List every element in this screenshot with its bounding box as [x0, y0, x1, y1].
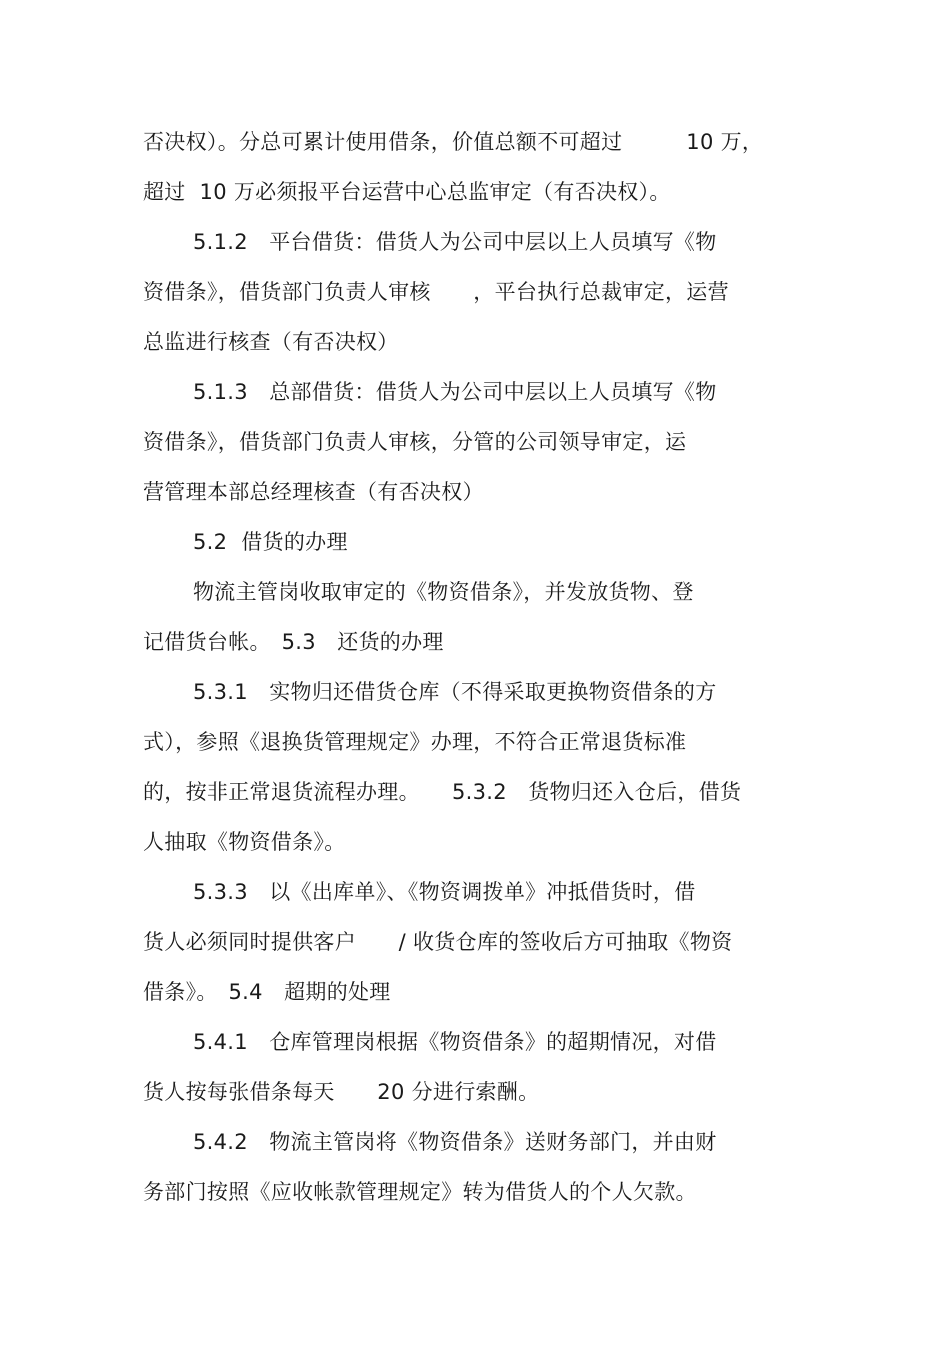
text-line-1: 否决权）。分总可累计使用借条，价值总额不可超过 10 万，	[143, 130, 764, 154]
text-line-12: 5.3.1 实物归还借货仓库（不得采取更换物资借条的方	[193, 680, 717, 704]
text-line-17: 货人必须同时提供客户 / 收货仓库的签收后方可抽取《物资	[143, 930, 733, 954]
text-line-5: 总监进行核查（有否决权）	[143, 330, 399, 354]
text-line-2: 超过 10 万必须报平台运营中心总监审定（有否决权）。	[143, 180, 671, 204]
text-line-15: 人抽取《物资借条》。	[143, 830, 346, 854]
text-line-16: 5.3.3 以《出库单》、《物资调拨单》冲抵借货时，借	[193, 880, 696, 904]
text-line-14: 的，按非正常退货流程办理。 5.3.2 货物归还入仓后，借货	[143, 780, 742, 804]
text-line-6: 5.1.3 总部借货：借货人为公司中层以上人员填写《物	[193, 380, 717, 404]
text-line-18: 借条》。 5.4 超期的处理	[143, 980, 391, 1004]
text-line-19: 5.4.1 仓库管理岗根据《物资借条》的超期情况，对借	[193, 1030, 717, 1054]
text-line-22: 务部门按照《应收帐款管理规定》转为借货人的个人欠款。	[143, 1180, 697, 1204]
text-line-11: 记借货台帐。 5.3 还货的办理	[143, 630, 444, 654]
text-line-20: 货人按每张借条每天 20 分进行索酬。	[143, 1080, 540, 1104]
text-line-8: 营管理本部总经理核查（有否决权）	[143, 480, 484, 504]
text-line-3: 5.1.2 平台借货：借货人为公司中层以上人员填写《物	[193, 230, 717, 254]
section-heading-5-2: 5.2 借货的办理	[193, 530, 348, 554]
text-line-7: 资借条》，借货部门负责人审核，分管的公司领导审定，运	[143, 430, 687, 454]
text-line-4: 资借条》，借货部门负责人审核 ，平台执行总裁审定，运营	[143, 280, 729, 304]
text-line-10: 物流主管岗收取审定的《物资借条》，并发放货物、登	[193, 580, 694, 604]
text-line-13: 式），参照《退换货管理规定》办理，不符合正常退货标准	[143, 730, 687, 754]
text-line-21: 5.4.2 物流主管岗将《物资借条》送财务部门，并由财	[193, 1130, 717, 1154]
